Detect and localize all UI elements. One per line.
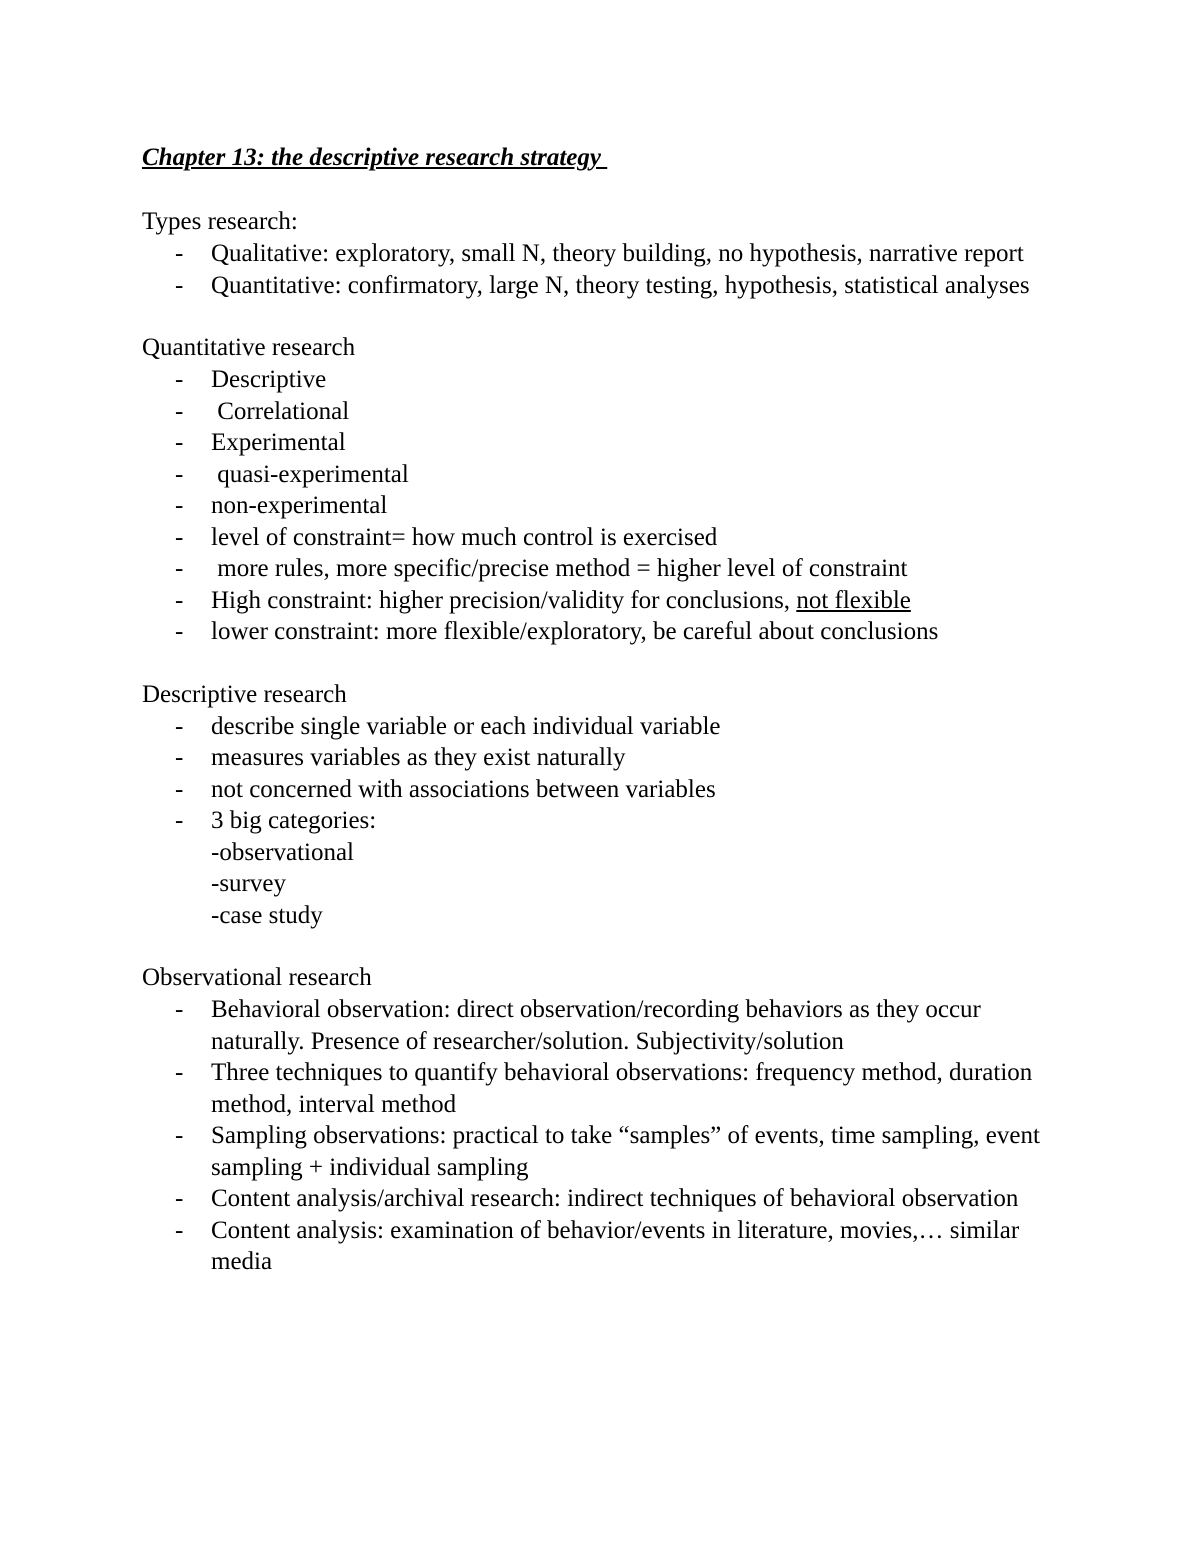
- bullet-list: [142, 364, 1072, 648]
- section-heading: Descriptive research: [142, 680, 347, 708]
- bullet-list: [142, 711, 1072, 837]
- list-item: - not concerned with associations between variables: [142, 774, 1072, 806]
- list-item: - level of constraint= how much control is exercised: [142, 522, 1072, 554]
- list-item: - describe single variable or each individual variable: [142, 711, 1072, 743]
- underlined-text: not flexible: [796, 586, 911, 614]
- section-types-research: [142, 206, 1072, 301]
- list-item: - Descriptive: [142, 364, 1072, 396]
- category-item: -case study: [211, 901, 323, 929]
- bullet-list: [142, 994, 1072, 1278]
- section-heading: Observational research: [142, 964, 372, 991]
- list-item: - more rules, more specific/precise method = higher level of constraint: [142, 553, 1072, 585]
- list-item: - Three techniques to quantify behavioral observations: frequency method, duration method, interval method: [142, 1057, 1072, 1120]
- list-item: - quasi-experimental: [142, 459, 1072, 491]
- list-item: [142, 585, 1072, 617]
- list-item: - measures variables as they exist naturally: [142, 742, 1072, 774]
- list-item: - Quantitative: confirmatory, large N, theory testing, hypothesis, statistical analyses: [142, 270, 1072, 302]
- list-item: - Correlational: [142, 396, 1072, 428]
- list-item: - lower constraint: more flexible/exploratory, be careful about conclusions: [142, 616, 1072, 648]
- list-item: - Sampling observations: practical to take “samples” of events, time sampling, event sampling + individual sampling: [142, 1120, 1072, 1183]
- bullet-list: [142, 238, 1072, 301]
- list-item: - Qualitative: exploratory, small N, theory building, no hypothesis, narrative report: [142, 238, 1072, 270]
- section-observational-research: [142, 962, 1072, 1278]
- list-item: - Experimental: [142, 427, 1072, 459]
- section-heading: Types research:: [142, 208, 298, 235]
- list-item-text: High constraint: higher precision/validity for conclusions,: [211, 586, 797, 614]
- section-heading: Quantitative research: [142, 334, 356, 361]
- document-page: [142, 142, 1072, 1309]
- list-item: - Content analysis/archival research: indirect techniques of behavioral observation: [142, 1183, 1072, 1215]
- list-item: - non-experimental: [142, 490, 1072, 522]
- list-item: - Behavioral observation: direct observation/recording behaviors as they occur naturally. Presence of researcher/solution. Subjectivity/solution: [142, 994, 1072, 1057]
- section-quantitative-research: [142, 332, 1072, 648]
- list-item: - 3 big categories:: [142, 805, 1072, 837]
- category-item: -survey: [211, 870, 286, 897]
- list-item: - Content analysis: examination of behavior/events in literature, movies,… similar media: [142, 1215, 1072, 1278]
- page-title: Chapter 13: the descriptive research strategy: [142, 144, 608, 171]
- category-item: -observational: [211, 838, 355, 866]
- section-descriptive-research: [142, 679, 1072, 932]
